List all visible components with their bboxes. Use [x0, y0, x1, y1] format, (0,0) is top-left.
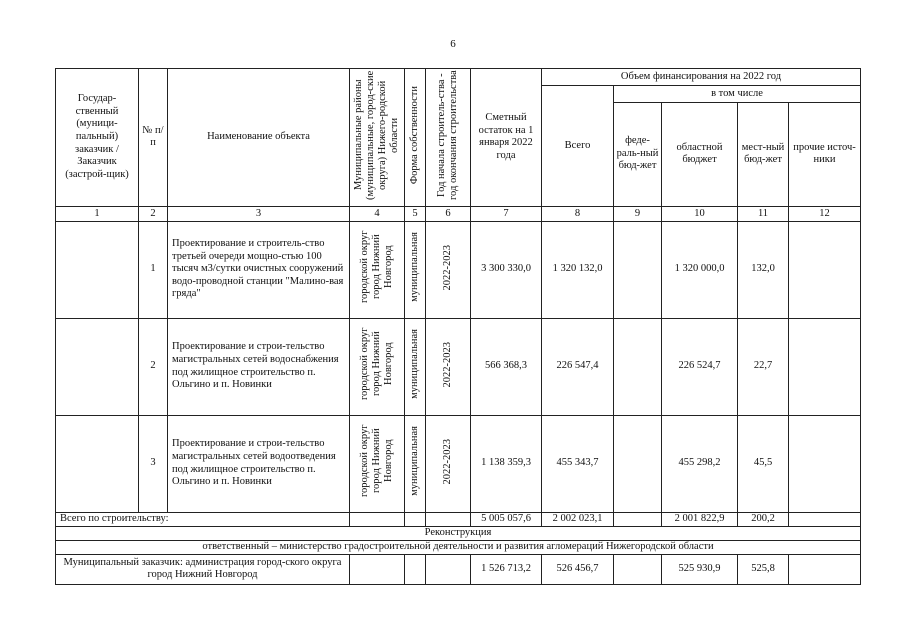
header-financing: Объем финансирования на 2022 год [542, 69, 861, 86]
header-customer: Государ-ственный (муници-пальный) заказчик / Заказчик (застрой-щик) [56, 69, 139, 207]
header-total: Всего [542, 86, 614, 207]
customer-local: 525,8 [738, 554, 789, 584]
total-label: Всего по строительству: [56, 512, 350, 526]
row-remainder: 1 138 359,3 [471, 415, 542, 512]
row-num: 1 [139, 221, 168, 318]
row-federal [614, 415, 662, 512]
col-num-12: 12 [789, 206, 861, 221]
header-federal: феде-раль-ный бюд-жет [614, 102, 662, 206]
customer-total: 526 456,7 [542, 554, 614, 584]
row-municipal [350, 221, 405, 318]
header-years-text: Год начала строитель-ства - год окончания строительства [435, 70, 459, 200]
row-other [789, 221, 861, 318]
total-federal [614, 512, 662, 526]
row-ownership-text: муниципальная [408, 232, 420, 303]
row-customer-cell [56, 318, 139, 415]
row-name: Проектирование и строи-тельство магистральных сетей водоснабжения под жилищное строительство п. Ольгино и п. Новинки [168, 318, 350, 415]
row-years [426, 221, 471, 318]
customer-label: Муниципальный заказчик: администрация город-ского округа город Нижний Новгород [56, 554, 350, 584]
row-local: 45,5 [738, 415, 789, 512]
total-row [56, 512, 861, 526]
header-num: № п/п [139, 69, 168, 207]
table-row [56, 415, 861, 512]
total-regional: 2 001 822,9 [662, 512, 738, 526]
col-num-5: 5 [405, 206, 426, 221]
row-total: 1 320 132,0 [542, 221, 614, 318]
row-ownership [405, 318, 426, 415]
col-num-6: 6 [426, 206, 471, 221]
row-municipal [350, 415, 405, 512]
row-name: Проектирование и строи-тельство магистральных сетей водоотведения под жилищное строительство п. Ольгино и п. Новинки [168, 415, 350, 512]
header-municipal-text: Муниципальные районы (муниципальные, город-ские округа) Нижего-родской области [352, 70, 401, 200]
header-including: в том числе [614, 86, 861, 103]
customer-ownership [405, 554, 426, 584]
row-ownership-text: муниципальная [408, 329, 420, 400]
header-ownership-text: Форма собственности [408, 85, 420, 185]
row-ownership [405, 221, 426, 318]
total-municipal [350, 512, 405, 526]
table-row [56, 221, 861, 318]
row-regional: 226 524,7 [662, 318, 738, 415]
col-num-7: 7 [471, 206, 542, 221]
row-other [789, 318, 861, 415]
header-row-1 [56, 69, 861, 86]
row-regional: 455 298,2 [662, 415, 738, 512]
row-num: 3 [139, 415, 168, 512]
row-years-text: 2022-2023 [441, 341, 453, 388]
row-customer-cell [56, 221, 139, 318]
customer-years [426, 554, 471, 584]
row-federal [614, 221, 662, 318]
page-number: 6 [450, 38, 456, 50]
customer-federal [614, 554, 662, 584]
header-remainder: Сметный остаток на 1 января 2022 года [471, 69, 542, 207]
section-title: Реконструкция [56, 526, 861, 540]
section-responsible-row [56, 540, 861, 554]
row-name: Проектирование и строитель-ство третьей очереди мощно-стью 100 тысяч м3/сутки очистных сооружений водо-проводной станции "Малино-вая гряда" [168, 221, 350, 318]
col-num-4: 4 [350, 206, 405, 221]
row-local: 132,0 [738, 221, 789, 318]
row-num: 2 [139, 318, 168, 415]
section-responsible: ответственный – министерство градостроительной деятельности и развития агломераций Нижегородской области [56, 540, 861, 554]
col-num-10: 10 [662, 206, 738, 221]
row-ownership [405, 415, 426, 512]
row-remainder: 3 300 330,0 [471, 221, 542, 318]
col-num-9: 9 [614, 206, 662, 221]
row-customer-cell [56, 415, 139, 512]
col-num-3: 3 [168, 206, 350, 221]
row-years [426, 415, 471, 512]
row-federal [614, 318, 662, 415]
total-ownership [405, 512, 426, 526]
section-title-row [56, 526, 861, 540]
customer-other [789, 554, 861, 584]
col-num-11: 11 [738, 206, 789, 221]
total-remainder: 5 005 057,6 [471, 512, 542, 526]
header-years [426, 69, 471, 207]
customer-remainder: 1 526 713,2 [471, 554, 542, 584]
row-total: 455 343,7 [542, 415, 614, 512]
table-row [56, 318, 861, 415]
total-local: 200,2 [738, 512, 789, 526]
total-other [789, 512, 861, 526]
header-other: прочие источ-ники [789, 102, 861, 206]
row-total: 226 547,4 [542, 318, 614, 415]
row-regional: 1 320 000,0 [662, 221, 738, 318]
header-ownership [405, 69, 426, 207]
financing-table [55, 68, 861, 585]
col-num-2: 2 [139, 206, 168, 221]
row-municipal-text: городской округ город Нижний Новгород [358, 425, 395, 498]
row-local: 22,7 [738, 318, 789, 415]
row-years-text: 2022-2023 [441, 438, 453, 485]
row-years [426, 318, 471, 415]
header-name: Наименование объекта [168, 69, 350, 207]
row-ownership-text: муниципальная [408, 426, 420, 497]
col-num-1: 1 [56, 206, 139, 221]
header-municipal [350, 69, 405, 207]
customer-regional: 525 930,9 [662, 554, 738, 584]
row-municipal [350, 318, 405, 415]
col-num-8: 8 [542, 206, 614, 221]
header-regional: областной бюджет [662, 102, 738, 206]
header-local: мест-ный бюд-жет [738, 102, 789, 206]
total-total: 2 002 023,1 [542, 512, 614, 526]
column-number-row [56, 206, 861, 221]
customer-municipal [350, 554, 405, 584]
row-municipal-text: городской округ город Нижний Новгород [358, 231, 395, 304]
row-years-text: 2022-2023 [441, 244, 453, 291]
row-remainder: 566 368,3 [471, 318, 542, 415]
row-other [789, 415, 861, 512]
customer-row [56, 554, 861, 584]
total-years [426, 512, 471, 526]
row-municipal-text: городской округ город Нижний Новгород [358, 328, 395, 401]
